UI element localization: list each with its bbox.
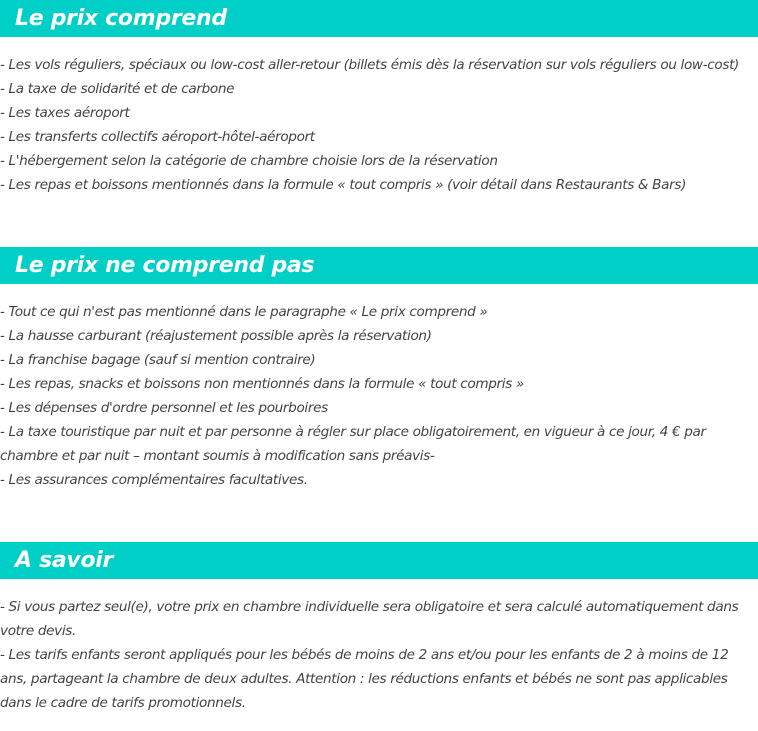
list-item: - Tout ce qui n'est pas mentionné dans le paragraphe « Le prix comprend » xyxy=(0,304,488,320)
section-price-excludes xyxy=(0,247,758,492)
list-item: - Si vous partez seul(e), votre prix en chambre individuelle sera obligatoire et sera calculé automatiquement dans votre devis. xyxy=(0,599,739,639)
list-item: - La franchise bagage (sauf si mention contraire) xyxy=(0,352,316,368)
list-item: - Les repas, snacks et boissons non mentionnés dans la formule « tout compris » xyxy=(0,376,524,392)
list-item: - Les vols réguliers, spéciaux ou low-cost aller-retour (billets émis dès la réservation sur vols réguliers ou low-cost) xyxy=(0,57,740,73)
section-title: Le prix ne comprend pas xyxy=(0,247,758,284)
section-title: A savoir xyxy=(0,542,758,579)
list-item: - Les transferts collectifs aéroport-hôtel-aéroport xyxy=(0,129,315,145)
list-item: - L'hébergement selon la catégorie de chambre choisie lors de la réservation xyxy=(0,153,498,169)
list-item: - Les taxes aéroport xyxy=(0,105,130,121)
list-item: - Les assurances complémentaires facultatives. xyxy=(0,472,308,488)
list-item: - Les tarifs enfants seront appliqués pour les bébés de moins de 2 ans et/ou pour les enfants de 2 à moins de 12 ans, partageant la chambre de deux adultes. Attention : les réductions enfants et bébés ne sont pas applicables dans le cadre de tarifs promotionnels. xyxy=(0,647,729,711)
list-item: - La taxe touristique par nuit et par personne à régler sur place obligatoirement, en vigueur à ce jour, 4 € par chambre et par nuit – montant soumis à modification sans préavis- xyxy=(0,424,706,464)
section-list xyxy=(0,595,758,715)
list-item: - Les repas et boissons mentionnés dans la formule « tout compris » (voir détail dans Restaurants & Bars) xyxy=(0,177,687,193)
section-price-includes xyxy=(0,0,758,197)
section-list xyxy=(0,53,758,197)
list-item: - La taxe de solidarité et de carbone xyxy=(0,81,235,97)
section-title: Le prix comprend xyxy=(0,0,758,37)
section-good-to-know xyxy=(0,542,758,715)
list-item: - La hausse carburant (réajustement possible après la réservation) xyxy=(0,328,432,344)
section-list xyxy=(0,300,758,492)
list-item: - Les dépenses d'ordre personnel et les pourboires xyxy=(0,400,328,416)
